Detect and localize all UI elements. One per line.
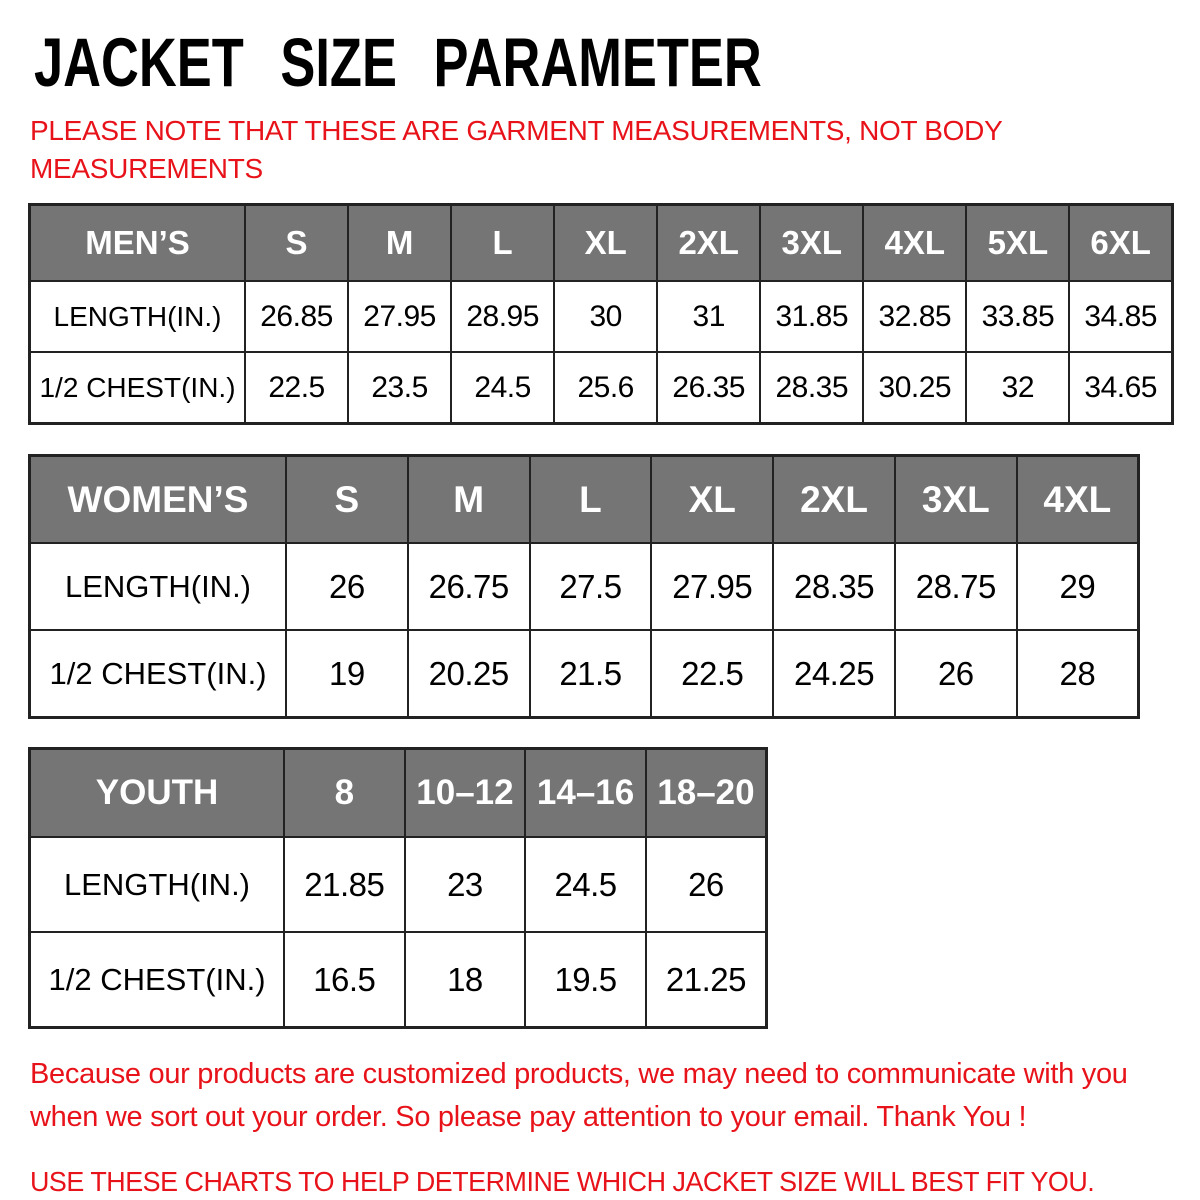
measurement-value-cell: 28.35 <box>773 543 895 630</box>
size-header-cell: 5XL <box>966 204 1069 281</box>
measurement-value-cell: 27.95 <box>348 281 451 352</box>
measurement-value-cell: 21.25 <box>646 932 767 1027</box>
measurement-value-cell: 27.5 <box>530 543 652 630</box>
measurement-label-cell: LENGTH(IN.) <box>30 837 285 932</box>
size-header-cell: S <box>286 455 408 543</box>
measurement-label-cell: 1/2 CHEST(IN.) <box>30 352 246 423</box>
size-header-cell: XL <box>554 204 657 281</box>
page-title: JACKET SIZE PARAMETER <box>34 24 762 101</box>
measurement-value-cell: 26 <box>286 543 408 630</box>
measurement-value-cell: 24.5 <box>525 837 646 932</box>
size-header-cell: S <box>245 204 348 281</box>
measurement-value-cell: 27.95 <box>651 543 773 630</box>
size-header-cell: M <box>348 204 451 281</box>
size-header-cell: 2XL <box>657 204 760 281</box>
measurement-value-cell: 31 <box>657 281 760 352</box>
measurement-value-cell: 26.35 <box>657 352 760 423</box>
size-header-cell: 2XL <box>773 455 895 543</box>
youth-size-table <box>28 747 768 1029</box>
measurement-row <box>30 837 767 932</box>
measurement-value-cell: 28.95 <box>451 281 554 352</box>
measurement-value-cell: 24.25 <box>773 630 895 717</box>
measurement-value-cell: 32 <box>966 352 1069 423</box>
measurement-value-cell: 21.5 <box>530 630 652 717</box>
garment-measurement-note: PLEASE NOTE THAT THESE ARE GARMENT MEASUREMENTS, NOT BODY MEASUREMENTS <box>30 114 1002 185</box>
size-header-row <box>30 748 767 837</box>
measurement-value-cell: 22.5 <box>651 630 773 717</box>
measurement-value-cell: 28.75 <box>895 543 1017 630</box>
size-header-cell: 14–16 <box>525 748 646 837</box>
womens-size-table <box>28 454 1140 719</box>
mens-size-table <box>28 203 1174 425</box>
measurement-row <box>30 630 1139 717</box>
measurement-value-cell: 29 <box>1017 543 1139 630</box>
measurement-value-cell: 18 <box>405 932 526 1027</box>
measurement-value-cell: 25.6 <box>554 352 657 423</box>
size-header-cell: 4XL <box>1017 455 1139 543</box>
measurement-value-cell: 24.5 <box>451 352 554 423</box>
size-header-cell: 8 <box>284 748 405 837</box>
measurement-value-cell: 20.25 <box>408 630 530 717</box>
measurement-row <box>30 352 1173 423</box>
customization-notice: Because our products are customized products, we may need to communicate with you when we sort out your order. So please pay attention to your email. Thank You ! <box>30 1057 1128 1134</box>
measurement-value-cell: 33.85 <box>966 281 1069 352</box>
size-header-cell: 18–20 <box>646 748 767 837</box>
measurement-label-cell: LENGTH(IN.) <box>30 543 287 630</box>
chart-usage-instruction: USE THESE CHARTS TO HELP DETERMINE WHICH JACKET SIZE WILL BEST FIT YOU. <box>30 1165 1095 1197</box>
size-header-cell: 3XL <box>760 204 863 281</box>
measurement-value-cell: 21.85 <box>284 837 405 932</box>
size-header-cell: XL <box>651 455 773 543</box>
measurement-value-cell: 26 <box>895 630 1017 717</box>
measurement-label-cell: LENGTH(IN.) <box>30 281 246 352</box>
measurement-value-cell: 28 <box>1017 630 1139 717</box>
measurement-value-cell: 32.85 <box>863 281 966 352</box>
size-header-cell: 4XL <box>863 204 966 281</box>
size-header-cell: L <box>530 455 652 543</box>
size-header-row <box>30 455 1139 543</box>
measurement-value-cell: 31.85 <box>760 281 863 352</box>
table-title-cell: YOUTH <box>30 748 285 837</box>
measurement-row <box>30 543 1139 630</box>
measurement-value-cell: 28.35 <box>760 352 863 423</box>
measurement-value-cell: 26.75 <box>408 543 530 630</box>
size-header-cell: L <box>451 204 554 281</box>
size-header-cell: 3XL <box>895 455 1017 543</box>
measurement-value-cell: 23.5 <box>348 352 451 423</box>
measurement-value-cell: 22.5 <box>245 352 348 423</box>
measurement-value-cell: 16.5 <box>284 932 405 1027</box>
measurement-value-cell: 23 <box>405 837 526 932</box>
measurement-label-cell: 1/2 CHEST(IN.) <box>30 630 287 717</box>
size-header-row <box>30 204 1173 281</box>
measurement-value-cell: 34.65 <box>1069 352 1172 423</box>
table-title-cell: MEN’S <box>30 204 246 281</box>
measurement-label-cell: 1/2 CHEST(IN.) <box>30 932 285 1027</box>
measurement-value-cell: 34.85 <box>1069 281 1172 352</box>
measurement-row <box>30 932 767 1027</box>
measurement-value-cell: 26 <box>646 837 767 932</box>
size-header-cell: M <box>408 455 530 543</box>
measurement-row <box>30 281 1173 352</box>
measurement-value-cell: 19.5 <box>525 932 646 1027</box>
size-header-cell: 6XL <box>1069 204 1172 281</box>
measurement-value-cell: 30 <box>554 281 657 352</box>
measurement-value-cell: 30.25 <box>863 352 966 423</box>
measurement-value-cell: 19 <box>286 630 408 717</box>
measurement-value-cell: 26.85 <box>245 281 348 352</box>
size-header-cell: 10–12 <box>405 748 526 837</box>
table-title-cell: WOMEN’S <box>30 455 287 543</box>
